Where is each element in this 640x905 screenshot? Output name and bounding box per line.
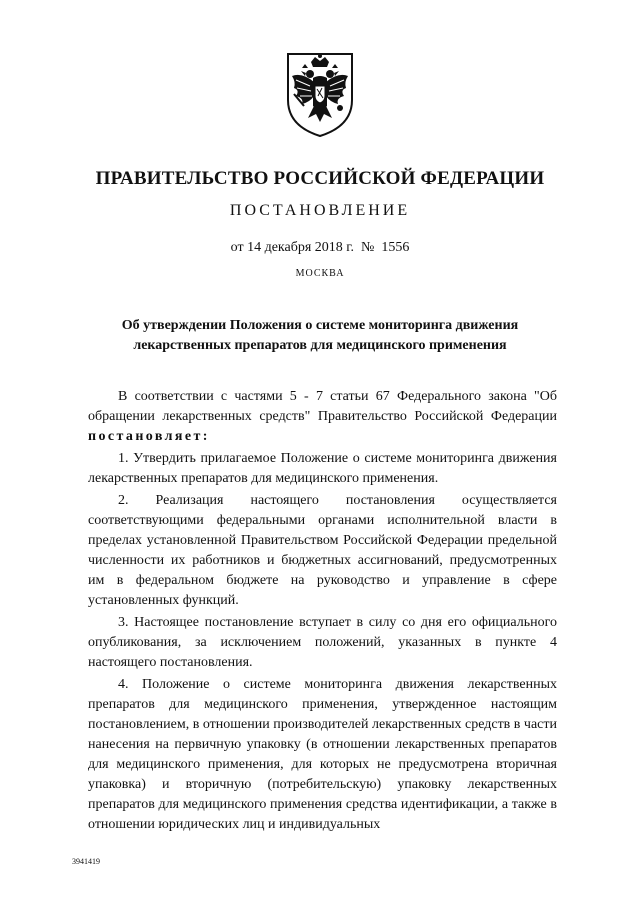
paragraph-item-3: 3. Настоящее постановление вступает в силу со дня его официального опубликования, за исключением положений, указанных в пункте 4 настоящего постановления.	[88, 615, 557, 670]
preamble-text: В соответствии с частями 5 - 7 статьи 67 Федерального закона "Об обращении лекарственных средств" Правительство Российской Федерации	[88, 389, 557, 424]
document-body	[88, 387, 557, 835]
paragraph-item-4: 4. Положение о системе мониторинга движения лекарственных препаратов для медицинского применения, утвержденное настоящим постановлением, в отношении производителей лекарственных средств в части нанесения на первичную упаковку (в отношении лекарственных препаратов для медицинского применения, для которых не предусмотрена вторичная упаковка) и вторичную (потребительскую) упаковку лекарственных препаратов для медицинского применения средства идентификации, а также в отношении юридических лиц и индивидуальных	[88, 677, 557, 832]
document-date: от 14 декабря 2018 г. № 1556	[230, 240, 410, 255]
paragraph-preamble	[88, 387, 557, 447]
paragraph-item-1: 1. Утвердить прилагаемое Положение о системе мониторинга движения лекарственных препаратов для медицинского применения.	[88, 451, 557, 486]
government-title: ПРАВИТЕЛЬСТВО РОССИЙСКОЙ ФЕДЕРАЦИИ	[95, 168, 545, 189]
coat-of-arms-icon	[280, 48, 360, 140]
document-city: МОСКВА	[295, 268, 345, 279]
paragraph-item-2: 2. Реализация настоящего постановления осуществляется соответствующими федеральными органами исполнительной власти в пределах установленной Правительством Российской Федерации предельной численности их работников и бюджетных ассигнований, предусмотренных им в федеральном бюджете на руководство и управление в сфере установленных функций.	[88, 493, 557, 608]
resolves-word: постановляет:	[88, 429, 210, 444]
document-code: 3941419	[72, 857, 100, 866]
document-heading: Об утверждении Положения о системе мониторинга движения лекарственных препаратов для медицинского применения	[121, 318, 519, 353]
document-type: ПОСТАНОВЛЕНИЕ	[229, 202, 411, 219]
